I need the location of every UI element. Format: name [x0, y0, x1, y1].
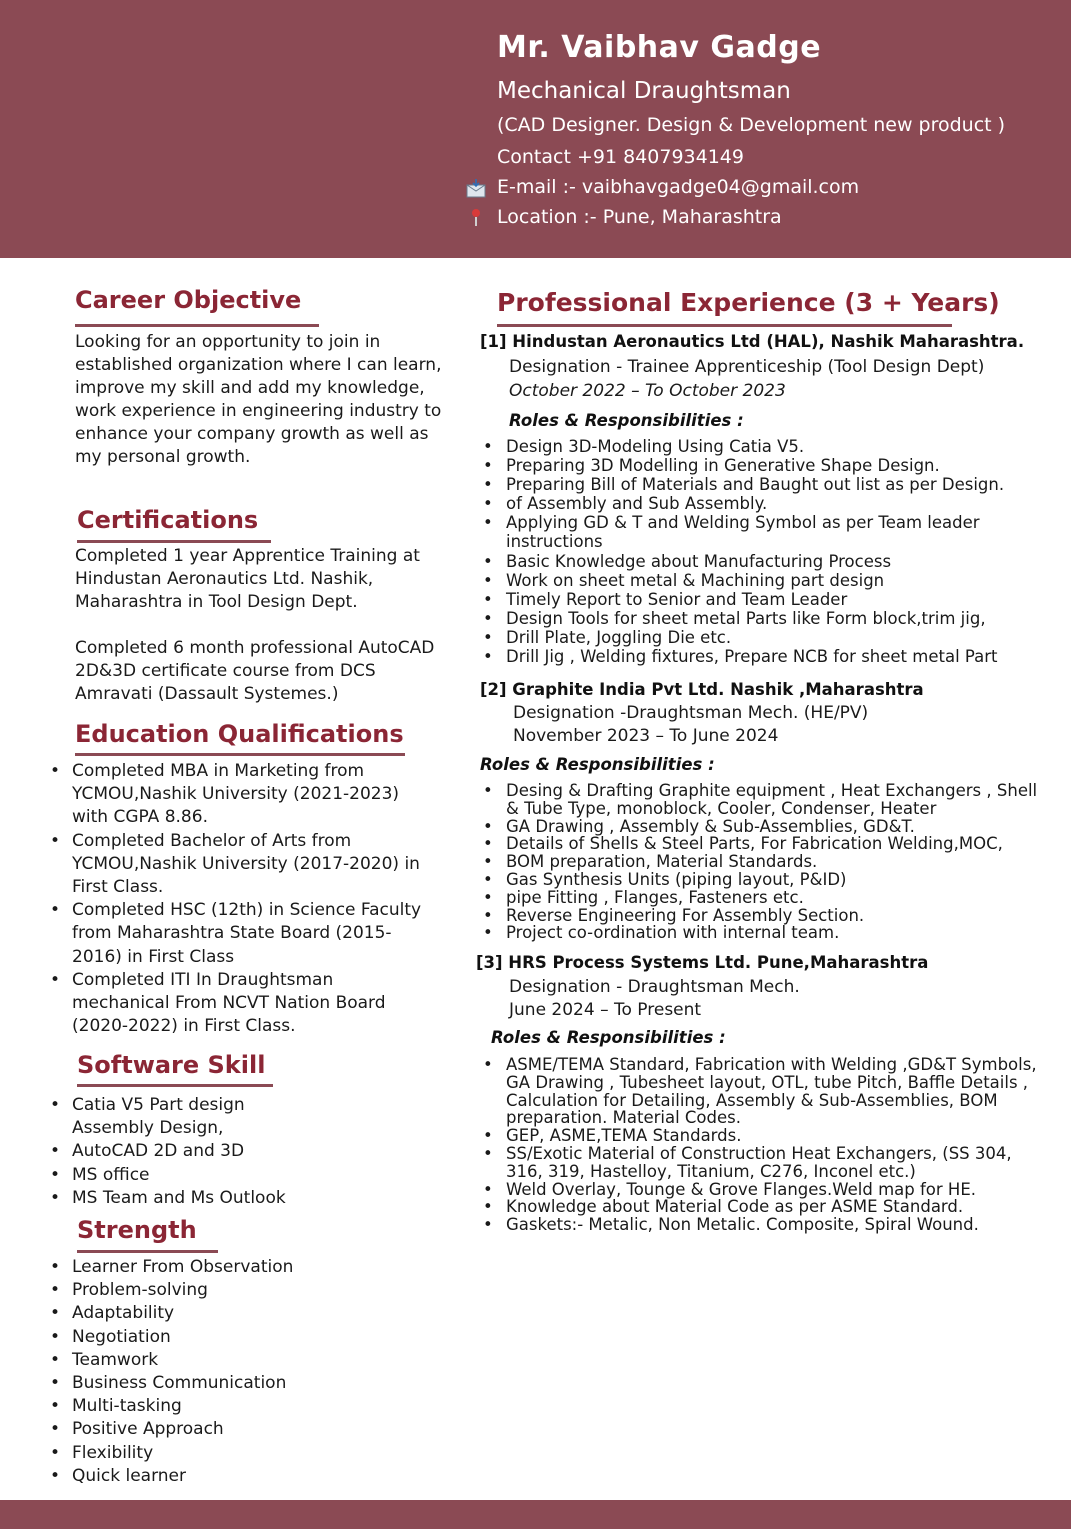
section-divider	[77, 540, 271, 543]
section-divider	[497, 324, 952, 327]
list-item: • Business Communication	[50, 1372, 370, 1395]
list-item: • Negotiation	[50, 1326, 370, 1349]
list-item: • Adaptability	[50, 1302, 370, 1325]
list-item: • Multi-tasking	[50, 1395, 370, 1418]
list-item: • Teamwork	[50, 1349, 370, 1372]
list-item: • MS office	[50, 1164, 300, 1187]
list-item: • GEP, ASME,TEMA Standards.	[483, 1127, 1053, 1145]
location-pin-icon	[466, 207, 486, 227]
list-item: • Flexibility	[50, 1442, 370, 1465]
job-heading: [1] Hindustan Aeronautics Ltd (HAL), Nashik Maharashtra.	[480, 332, 1025, 351]
job-designation: Designation -Draughtsman Mech. (HE/PV)	[513, 703, 869, 723]
career-objective-heading: Career Objective	[75, 286, 302, 314]
strength-list	[50, 1256, 370, 1488]
list-item: • Completed ITI In Draughtsman mechanical From NCVT Nation Board (2020-2022) in First Class.	[50, 969, 435, 1039]
software-skill-heading: Software Skill	[77, 1051, 266, 1079]
education-list	[50, 760, 435, 1038]
list-item: • Catia V5 Part design Assembly Design,	[50, 1094, 300, 1140]
list-item: • Completed HSC (12th) in Science Faculty from Maharashtra State Board (2015-2016) in First Class	[50, 899, 435, 969]
duties-list	[483, 437, 1053, 666]
roles-label: Roles & Responsibilities :	[491, 1028, 726, 1047]
candidate-name: Mr. Vaibhav Gadge	[497, 30, 822, 65]
list-item: • Project co-ordination with internal team.	[483, 924, 1053, 942]
job-heading: [3] HRS Process Systems Ltd. Pune,Maharashtra	[476, 953, 929, 972]
list-item: • Completed MBA in Marketing from YCMOU,Nashik University (2021-2023) with CGPA 8.86.	[50, 760, 435, 830]
roles-label: Roles & Responsibilities :	[480, 755, 715, 774]
strength-heading: Strength	[77, 1216, 197, 1244]
section-divider	[75, 324, 319, 327]
footer-band	[0, 1500, 1071, 1529]
duties-list	[483, 782, 1053, 942]
list-item: • Timely Report to Senior and Team Leader	[483, 590, 1053, 609]
list-item: • Completed Bachelor of Arts from YCMOU,Nashik University (2017-2020) in First Class.	[50, 830, 435, 900]
roles-label: Roles & Responsibilities :	[509, 411, 744, 430]
certifications-heading: Certifications	[77, 506, 259, 534]
duties-list	[483, 1056, 1053, 1234]
list-item: • Reverse Engineering For Assembly Section.	[483, 907, 1053, 925]
contact-phone: Contact +91 8407934149	[497, 146, 744, 168]
list-item: • BOM preparation, Material Standards.	[483, 853, 1053, 871]
list-item: • SS/Exotic Material of Construction Heat Exchangers, (SS 304, 316, 319, Hastelloy, Titanium, C276, Inconel etc.)	[483, 1145, 1053, 1181]
list-item: • Design 3D-Modeling Using Catia V5.	[483, 437, 1053, 456]
section-divider	[75, 753, 405, 756]
list-item: • Knowledge about Material Code as per ASME Standard.	[483, 1198, 1053, 1216]
job-period: June 2024 – To Present	[509, 1000, 702, 1020]
software-list	[50, 1094, 300, 1210]
list-item: • Weld Overlay, Tounge & Grove Flanges.Weld map for HE.	[483, 1181, 1053, 1199]
mail-icon	[466, 178, 486, 198]
list-item: • Drill Jig , Welding fixtures, Prepare NCB for sheet metal Part	[483, 647, 1053, 666]
section-divider	[77, 1084, 273, 1087]
list-item: • Learner From Observation	[50, 1256, 370, 1279]
job-title: Mechanical Draughtsman	[497, 78, 791, 104]
list-item: • Problem-solving	[50, 1279, 370, 1302]
contact-email[interactable]: E-mail :- vaibhavgadge04@gmail.com	[497, 176, 860, 198]
list-item: • Quick learner	[50, 1465, 370, 1488]
list-item: • Preparing 3D Modelling in Generative Shape Design.	[483, 456, 1053, 475]
list-item: • GA Drawing , Assembly & Sub-Assemblies, GD&T.	[483, 818, 1053, 836]
certification-item: Completed 6 month professional AutoCAD 2D&3D certificate course from DCS Amravati (Dassault Systemes.)	[75, 638, 435, 704]
list-item: • Basic Knowledge about Manufacturing Process	[483, 552, 1053, 571]
list-item: • of Assembly and Sub Assembly.	[483, 494, 1053, 513]
job-subtitle: (CAD Designer. Design & Development new product )	[497, 114, 1006, 136]
list-item: • Applying GD & T and Welding Symbol as per Team leader instructions	[483, 513, 1053, 551]
job-period: October 2022 – To October 2023	[509, 381, 786, 401]
job-period: November 2023 – To June 2024	[513, 726, 779, 746]
list-item: • Design Tools for sheet metal Parts like Form block,trim jig,	[483, 609, 1053, 628]
list-item: • AutoCAD 2D and 3D	[50, 1140, 300, 1163]
list-item: • MS Team and Ms Outlook	[50, 1187, 300, 1210]
section-divider	[77, 1250, 218, 1253]
list-item: • Work on sheet metal & Machining part design	[483, 571, 1053, 590]
list-item: • ASME/TEMA Standard, Fabrication with Welding ,GD&T Symbols, GA Drawing , Tubesheet layout, OTL, tube Pitch, Baffle Details , Calculation for Detailing, Assembly & Sub-Assemblies, BOM preparation. Material Codes.	[483, 1056, 1053, 1127]
list-item: • Positive Approach	[50, 1418, 370, 1441]
career-objective-text: Looking for an opportunity to join in established organization where I can learn, improve my skill and add my knowledge, work experience in engineering industry to enhance your company growth as well as my personal growth.	[75, 332, 442, 467]
job-heading: [2] Graphite India Pvt Ltd. Nashik ,Maharashtra	[480, 680, 924, 699]
list-item: • Gaskets:- Metalic, Non Metalic. Composite, Spiral Wound.	[483, 1216, 1053, 1234]
list-item: • pipe Fitting , Flanges, Fasteners etc.	[483, 889, 1053, 907]
list-item: • Details of Shells & Steel Parts, For Fabrication Welding,MOC,	[483, 835, 1053, 853]
list-item: • Drill Plate, Joggling Die etc.	[483, 628, 1053, 647]
list-item: • Desing & Drafting Graphite equipment , Heat Exchangers , Shell & Tube Type, monoblock, Cooler, Condenser, Heater	[483, 782, 1053, 818]
list-item: • Gas Synthesis Units (piping layout, P&ID)	[483, 871, 1053, 889]
certification-item: Completed 1 year Apprentice Training at Hindustan Aeronautics Ltd. Nashik, Maharashtra in Tool Design Dept.	[75, 546, 420, 612]
job-designation: Designation - Trainee Apprenticeship (Tool Design Dept)	[509, 357, 985, 377]
education-heading: Education Qualifications	[75, 720, 404, 748]
list-item: • Preparing Bill of Materials and Baught out list as per Design.	[483, 475, 1053, 494]
contact-location: Location :- Pune, Maharashtra	[497, 206, 782, 228]
experience-heading: Professional Experience (3 + Years)	[497, 288, 1000, 317]
job-designation: Designation - Draughtsman Mech.	[509, 977, 800, 997]
